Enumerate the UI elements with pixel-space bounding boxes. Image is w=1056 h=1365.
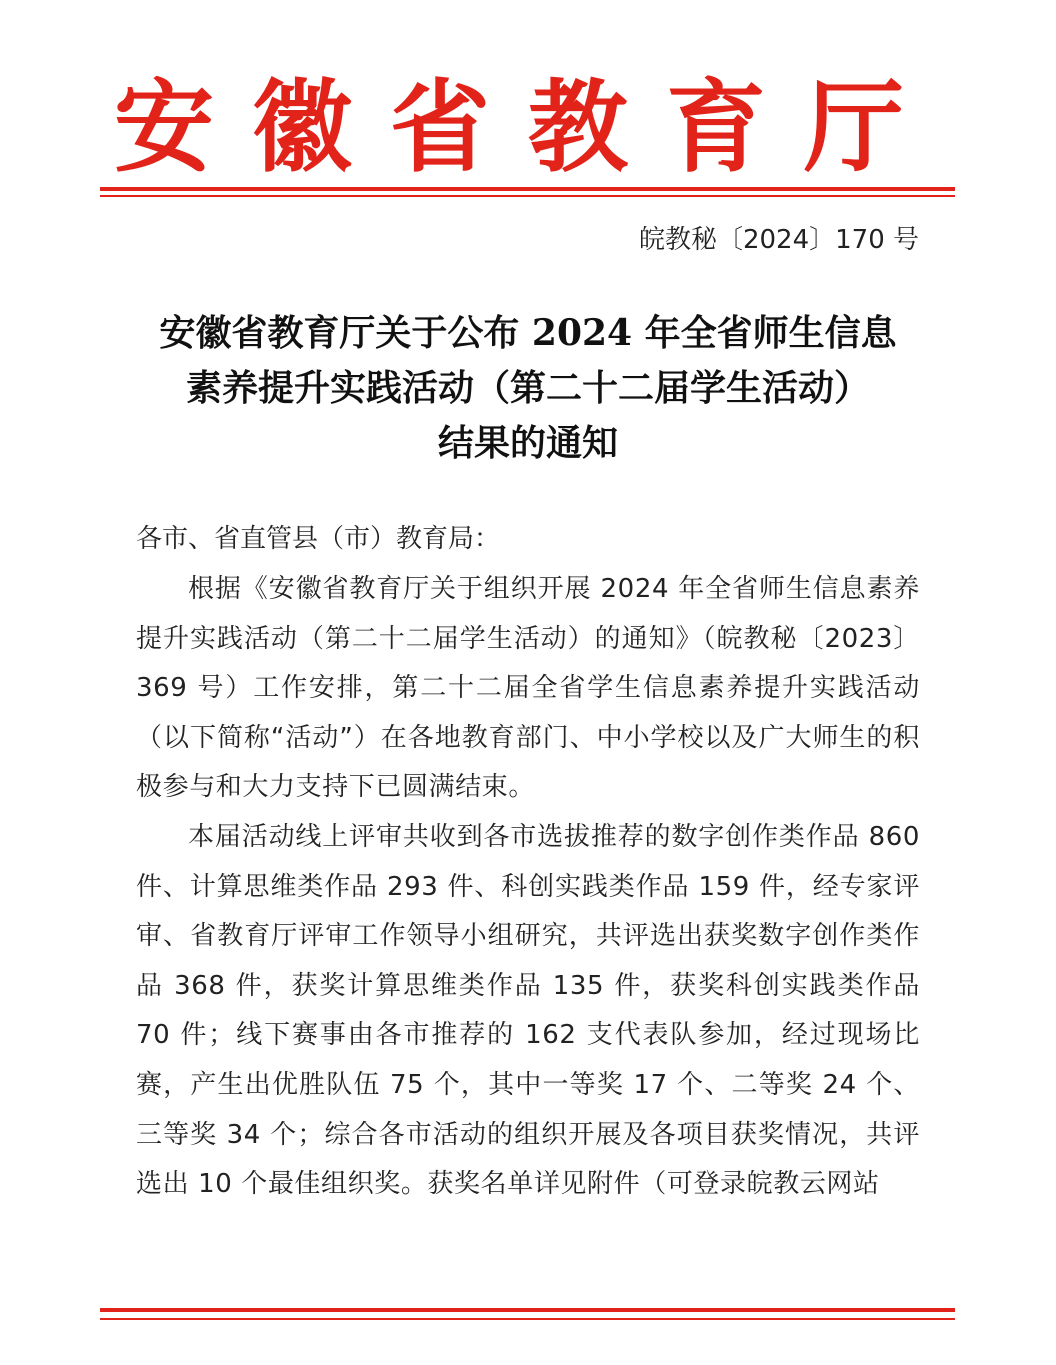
footer-rule-thick [100, 1308, 955, 1312]
document-number: 皖教秘〔2024〕170 号 [638, 225, 919, 255]
masthead-title: 安徽省教育厅 [114, 68, 942, 186]
body-paragraph-2: 本届活动线上评审共收到各市选拔推荐的数字创作类作品 860 件、计算思维类作品 293 件、科创实践类作品 159 件，经专家评审、省教育厅评审工作领导小组研究，共评选出获奖数字创作类作品 368 件，获奖计算思维类作品 135 件，获奖科创实践类作品 70 件；线下赛事由各市推荐的 162 支代表队参加，经过现场比赛，产生出优胜队伍 75 个，其中一等奖 17 个、二等奖 24 个、三等奖 34 个；综合各市活动的组织开展及各项目获奖情况，共评选出 10 个最佳组织奖。获奖名单详见附件（可登录皖教云网站 [136, 822, 920, 1200]
footer-rule-thin [100, 1318, 955, 1320]
document-title-line-1: 安徽省教育厅关于公布 2024 年全省师生信息 [159, 312, 897, 354]
document-title-line-3: 结果的通知 [437, 422, 618, 464]
masthead-rule-thick [100, 187, 955, 191]
document-title-line-2: 素养提升实践活动（第二十二届学生活动） [185, 367, 870, 409]
body-paragraph-1: 根据《安徽省教育厅关于组织开展 2024 年全省师生信息素养提升实践活动（第二十二届学生活动）的通知》（皖教秘〔2023〕369 号）工作安排，第二十二届全省学生信息素养提升实践活动（以下简称“活动”）在各地教育部门、中小学校以及广大师生的积极参与和大力支持下已圆满结束。 [136, 574, 920, 803]
document-title [120, 306, 936, 471]
salutation: 各市、省直管县（市）教育局： [136, 524, 501, 554]
masthead-rule-thin [100, 195, 955, 197]
